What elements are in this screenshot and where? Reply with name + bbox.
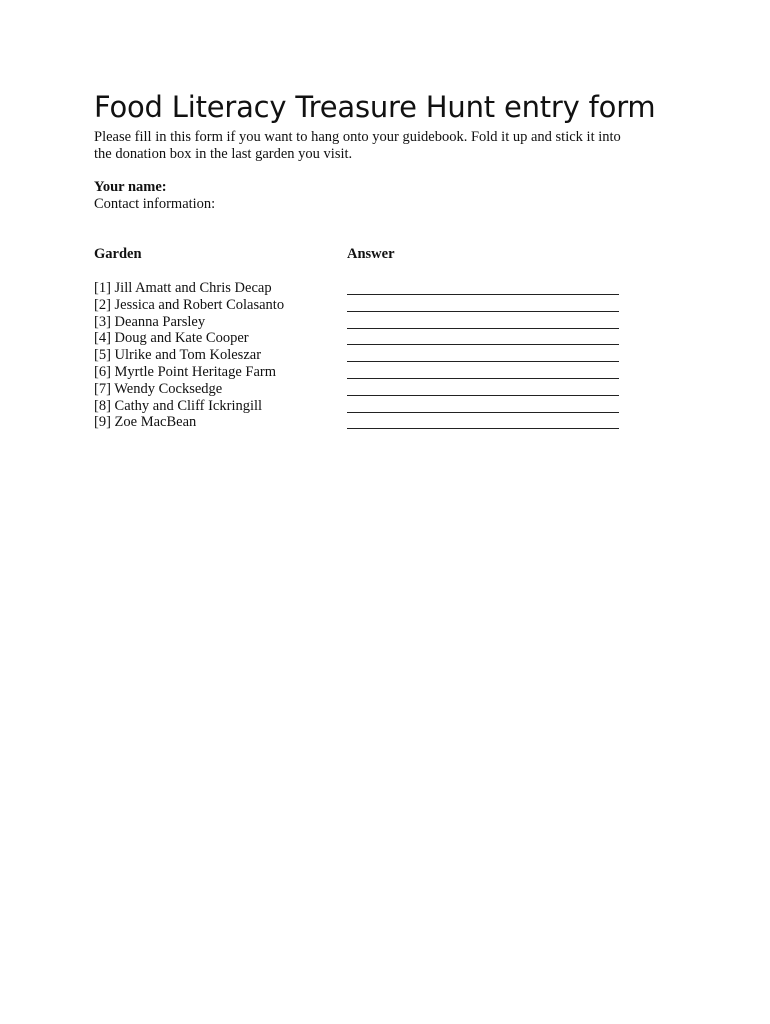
answer-field-4[interactable] [347, 344, 619, 345]
garden-item: [4] Doug and Kate Cooper [94, 330, 249, 347]
intro-line: Please fill in this form if you want to hang onto your guidebook. Fold it up and stick it into [94, 129, 621, 145]
garden-item: [5] Ulrike and Tom Koleszar [94, 347, 262, 364]
garden-column-header: Garden [94, 246, 142, 262]
answer-field-7[interactable] [347, 395, 619, 396]
answer-column-header: Answer [347, 246, 395, 262]
garden-item: [6] Myrtle Point Heritage Farm [94, 363, 277, 380]
answer-field-6[interactable] [347, 378, 619, 379]
garden-item: [3] Deanna Parsley [94, 313, 206, 330]
contact-information-label: Contact information: [94, 196, 216, 212]
answer-field-1[interactable] [347, 294, 619, 295]
intro-line: the donation box in the last garden you visit. [94, 146, 353, 162]
intro-text [94, 129, 694, 163]
your-name-label: Your name: [94, 179, 167, 195]
answer-field-9[interactable] [347, 428, 619, 429]
garden-item: [2] Jessica and Robert Colasanto [94, 296, 285, 313]
answer-field-8[interactable] [347, 412, 619, 413]
garden-list [94, 280, 284, 431]
answer-field-5[interactable] [347, 361, 619, 362]
garden-item: [8] Cathy and Cliff Ickringill [94, 397, 263, 414]
form-title: Food Literacy Treasure Hunt entry form [94, 90, 656, 124]
answer-field-3[interactable] [347, 328, 619, 329]
garden-item: [9] Zoe MacBean [94, 414, 197, 431]
garden-item: [1] Jill Amatt and Chris Decap [94, 280, 272, 296]
answer-field-2[interactable] [347, 311, 619, 312]
garden-item: [7] Wendy Cocksedge [94, 380, 223, 397]
